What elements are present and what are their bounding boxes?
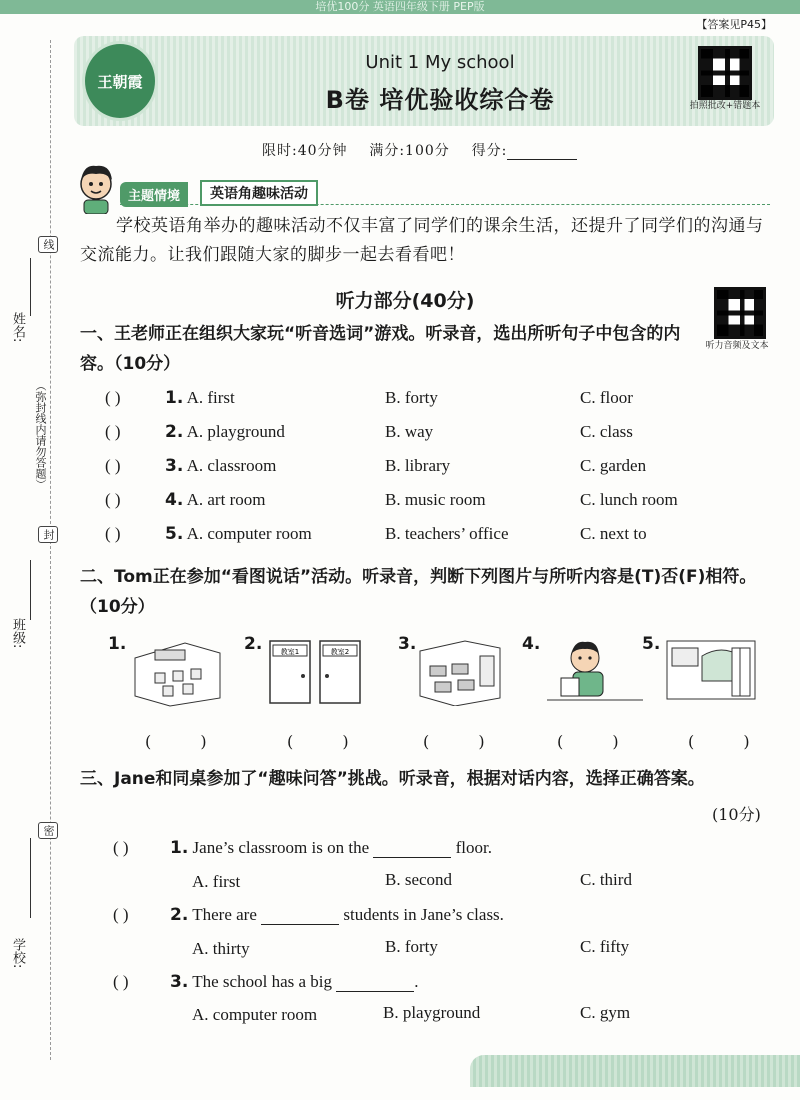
option-a: A. playground bbox=[186, 422, 285, 441]
question-3-heading: 三、Jane和同桌参加了“趣味问答”挑战。听录音，根据对话内容，选择正确答案。 bbox=[80, 769, 705, 789]
option-c: C. garden bbox=[580, 456, 647, 475]
qr-code-icon[interactable] bbox=[698, 46, 752, 100]
option-b: B. forty bbox=[385, 388, 438, 407]
music-room-picture bbox=[662, 636, 762, 706]
option-b: B. second bbox=[385, 870, 453, 889]
option-b: B. music room bbox=[385, 490, 486, 509]
meta-line bbox=[262, 140, 577, 160]
tf-blank[interactable]: ( ) bbox=[287, 732, 371, 751]
answer-paren[interactable]: ( ) bbox=[105, 524, 121, 543]
option-c: C. class bbox=[580, 422, 633, 441]
tf-blank[interactable]: ( ) bbox=[557, 732, 641, 751]
binding-line bbox=[50, 40, 51, 1060]
school-label: 学校: bbox=[10, 938, 25, 969]
library-picture bbox=[410, 636, 510, 706]
theme-intro: 学校英语角举办的趣味活动不仅丰富了同学们的课余生活，还提升了同学们的沟通与交流能力。让我们跟随大家的脚步一起去看看吧！ bbox=[80, 216, 764, 265]
item-number: 5. bbox=[165, 524, 184, 544]
stem-text: . bbox=[414, 972, 419, 991]
fill-blank[interactable] bbox=[261, 908, 339, 925]
footer-band bbox=[470, 1055, 800, 1087]
question-stem bbox=[170, 972, 419, 992]
fill-blank[interactable] bbox=[373, 841, 451, 858]
picture-number: 5. bbox=[642, 634, 661, 654]
picture-number: 2. bbox=[244, 634, 263, 654]
option-b: B. library bbox=[385, 456, 451, 475]
stem-text: floor. bbox=[455, 838, 492, 857]
option-a: A. thirty bbox=[192, 939, 250, 958]
section-title: 听力部分(40分) bbox=[335, 290, 475, 312]
option-b: B. teachers’ office bbox=[385, 524, 509, 543]
option-a: A. first bbox=[186, 388, 235, 407]
item-line bbox=[165, 388, 235, 408]
time-limit: 限时:40分钟 bbox=[262, 143, 348, 159]
item-number: 1. bbox=[165, 388, 184, 408]
option-a: A. art room bbox=[186, 490, 266, 509]
tf-blank[interactable]: ( ) bbox=[688, 732, 772, 751]
fill-blank[interactable] bbox=[336, 975, 414, 992]
option-c: C. next to bbox=[580, 524, 647, 543]
class-label: 班级: bbox=[10, 618, 25, 649]
option-b: B. forty bbox=[385, 937, 438, 956]
seal-note: （弥封线内请勿答题） bbox=[34, 380, 47, 490]
question-2-heading: 二、Tom正在参加“看图说话”活动。听录音，判断下列图片与所听内容是(T)否(F)相符。（10分） bbox=[80, 567, 757, 617]
answer-paren[interactable]: ( ) bbox=[113, 972, 129, 991]
question-3-score: (10分) bbox=[712, 805, 761, 824]
picture-number: 1. bbox=[108, 634, 127, 654]
stem-text: Jane’s classroom is on the bbox=[192, 838, 370, 857]
boy-reading-picture bbox=[545, 638, 645, 708]
qr-code-icon[interactable] bbox=[714, 287, 766, 339]
option-c: C. lunch room bbox=[580, 490, 678, 509]
option-b: B. way bbox=[385, 422, 434, 441]
stem-text: The school has a big bbox=[192, 972, 332, 991]
score-blank[interactable] bbox=[507, 145, 577, 160]
seal-mark-seal: 封 bbox=[38, 526, 58, 543]
question-stem bbox=[170, 905, 504, 925]
picture-number: 4. bbox=[522, 634, 541, 654]
name-line[interactable] bbox=[30, 258, 31, 316]
stem-text: There are bbox=[192, 905, 257, 924]
option-b: B. playground bbox=[383, 1003, 481, 1022]
item-line bbox=[165, 422, 285, 442]
item-number: 2. bbox=[165, 422, 184, 442]
item-number: 1. bbox=[170, 838, 189, 858]
option-a: A. computer room bbox=[186, 524, 312, 543]
item-line bbox=[165, 456, 276, 476]
option-a: A. classroom bbox=[186, 456, 277, 475]
door-1-label: 教室1 bbox=[280, 648, 300, 656]
theme-divider bbox=[120, 204, 770, 205]
item-line bbox=[165, 490, 265, 510]
option-c: C. floor bbox=[580, 388, 633, 407]
name-label: 姓名: bbox=[10, 312, 25, 343]
item-number: 4. bbox=[165, 490, 184, 510]
option-a: A. computer room bbox=[192, 1005, 318, 1024]
seal-mark-line: 线 bbox=[38, 236, 58, 253]
tf-blank[interactable]: ( ) bbox=[145, 732, 229, 751]
question-1-heading: 一、王老师正在组织大家玩“听音选词”游戏。听录音，选出所听句子中包含的内容。（10分） bbox=[80, 324, 681, 374]
answer-paren[interactable]: ( ) bbox=[105, 456, 121, 475]
qr-caption: 拍照批改+错题本 bbox=[689, 101, 761, 111]
series-strip: 培优100分 英语四年级下册 PEP版 bbox=[0, 0, 800, 14]
option-a: A. first bbox=[192, 872, 241, 891]
option-c: C. third bbox=[580, 870, 632, 889]
score-label: 得分: bbox=[471, 143, 508, 159]
answer-reference: 【答案见P45】 bbox=[696, 18, 772, 31]
stem-text: students in Jane’s class. bbox=[343, 905, 504, 924]
publisher-logo: 王朝霞 bbox=[82, 41, 158, 121]
seal-mark-secret: 密 bbox=[38, 822, 58, 839]
school-line[interactable] bbox=[30, 838, 31, 918]
qr-caption: 听力音频及文本 bbox=[705, 341, 769, 351]
doors-picture bbox=[265, 636, 365, 706]
answer-paren[interactable]: ( ) bbox=[105, 422, 121, 441]
picture-number: 3. bbox=[398, 634, 417, 654]
theme-tag: 主题情境 bbox=[120, 182, 188, 207]
item-number: 3. bbox=[170, 972, 189, 992]
answer-paren[interactable]: ( ) bbox=[105, 388, 121, 407]
tf-blank[interactable]: ( ) bbox=[423, 732, 507, 751]
paper-title: B卷 培优验收综合卷 bbox=[325, 86, 555, 114]
class-line[interactable] bbox=[30, 560, 31, 620]
option-c: C. gym bbox=[580, 1003, 631, 1022]
item-number: 2. bbox=[170, 905, 189, 925]
answer-paren[interactable]: ( ) bbox=[113, 838, 129, 857]
theme-title: 英语角趣味活动 bbox=[200, 180, 318, 206]
unit-title: Unit 1 My school bbox=[365, 52, 515, 73]
question-stem bbox=[170, 838, 492, 858]
option-c: C. fifty bbox=[580, 937, 630, 956]
answer-paren[interactable]: ( ) bbox=[105, 490, 121, 509]
item-number: 3. bbox=[165, 456, 184, 476]
item-line bbox=[165, 524, 312, 544]
door-2-label: 教室2 bbox=[330, 648, 350, 656]
full-score: 满分:100分 bbox=[369, 143, 450, 159]
answer-paren[interactable]: ( ) bbox=[113, 905, 129, 924]
boy-mascot-icon bbox=[72, 162, 120, 214]
classroom-picture bbox=[125, 638, 225, 708]
